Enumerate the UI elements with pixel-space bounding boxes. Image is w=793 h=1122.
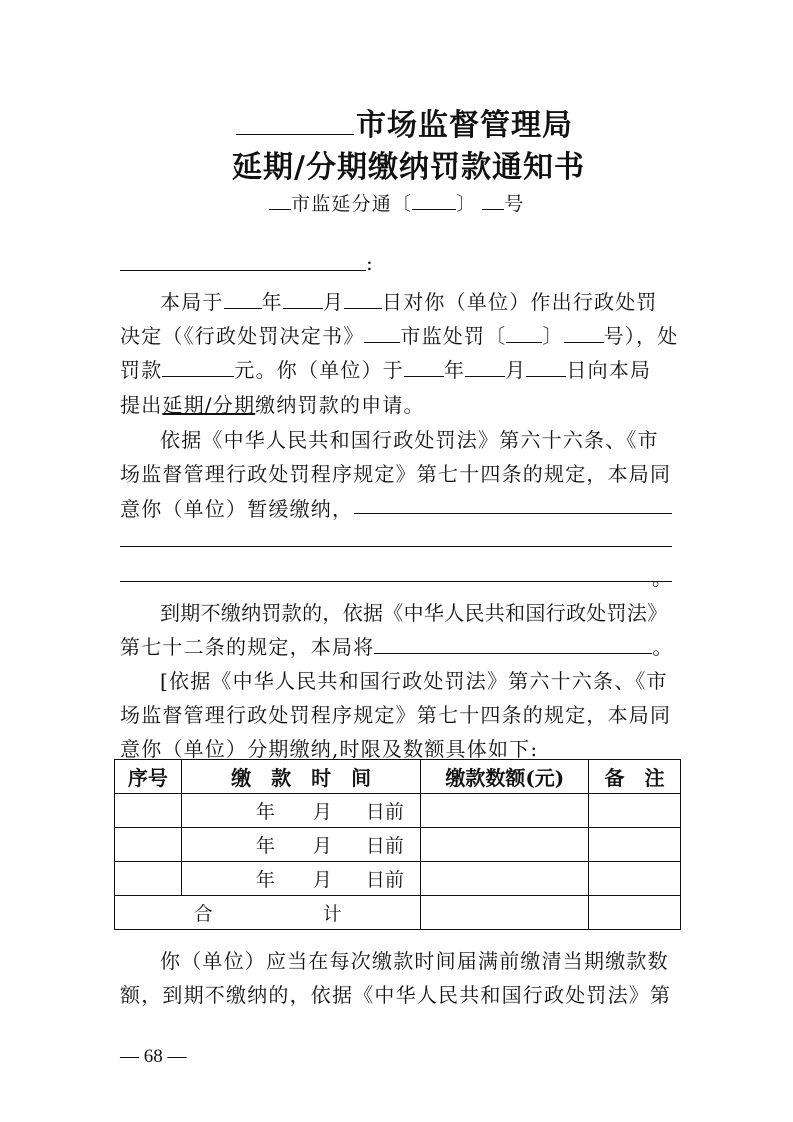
extension-installment-option: 延期/分期 <box>162 393 256 417</box>
title-line1: 市场监督管理局 <box>356 108 573 143</box>
document-number: 市监延分通〔 〕 号 <box>269 189 525 216</box>
para1-line4: 提出延期/分期缴纳罚款的申请。 <box>120 393 425 417</box>
para2-line1: 依据《中华人民共和国行政处罚法》第六十六条、《市 <box>160 428 659 452</box>
document-title: 延期/分期缴纳罚款通知书 <box>232 150 585 185</box>
para5-line1: 你（单位）应当在每次缴款时间届满前缴清当期缴款数 <box>160 949 669 973</box>
table-total-row <box>115 896 681 930</box>
total-label: 合 计 <box>115 896 421 930</box>
para1-line1: 本局于 年 月 日对你（单位）作出行政处罚 <box>160 290 658 314</box>
table-header-row <box>115 760 681 794</box>
header-seq: 序号 <box>115 760 182 794</box>
payment-date-cell: 年 月 日前 <box>181 794 421 828</box>
para2-end: 。 <box>652 566 674 590</box>
para4-line3: 意你（单位）分期缴纳,时限及数额具体如下: <box>120 737 539 761</box>
para2-line3: 意你（单位）暂缓缴纳， <box>120 497 354 521</box>
table-row <box>115 828 681 862</box>
para3-line2: 第七十二条的规定，本局将 。 <box>120 635 674 659</box>
para2-line2: 场监督管理行政处罚程序规定》第七十四条的规定，本局同 <box>120 462 672 486</box>
page-number: — 68 — <box>120 1046 187 1067</box>
para4-line1: [依据《中华人民共和国行政处罚法》第六十六条、《市 <box>160 669 668 693</box>
authority-blank <box>236 104 354 135</box>
deferral-blank-3 <box>120 581 672 582</box>
para4-line2: 场监督管理行政处罚程序规定》第七十四条的规定，本局同 <box>120 703 672 727</box>
para1-line2: 决定（《行政处罚决定书》 市监处罚〔 〕 号），处 <box>120 324 679 348</box>
header-amount: 缴款数额(元) <box>421 760 589 794</box>
issuing-authority-title <box>236 100 573 144</box>
table-row <box>115 794 681 828</box>
header-remarks: 备 注 <box>589 760 681 794</box>
para5-line2: 额，到期不缴纳的，依据《中华人民共和国行政处罚法》第 <box>120 983 672 1007</box>
payment-date-cell: 年 月 日前 <box>181 828 421 862</box>
installment-table <box>114 759 681 930</box>
recipient-colon: : <box>366 251 374 275</box>
payment-date-cell: 年 月 日前 <box>181 862 421 896</box>
table-row <box>115 862 681 896</box>
deferral-blank-1 <box>354 513 672 514</box>
deferral-blank-2 <box>120 546 672 547</box>
para1-line3: 罚款 元。你（单位）于 年 月 日向本局 <box>120 358 652 382</box>
recipient-blank <box>120 270 366 271</box>
header-time: 缴 款 时 间 <box>181 760 421 794</box>
para3-line1: 到期不缴纳罚款的，依据《中华人民共和国行政处罚法》 <box>160 601 668 625</box>
